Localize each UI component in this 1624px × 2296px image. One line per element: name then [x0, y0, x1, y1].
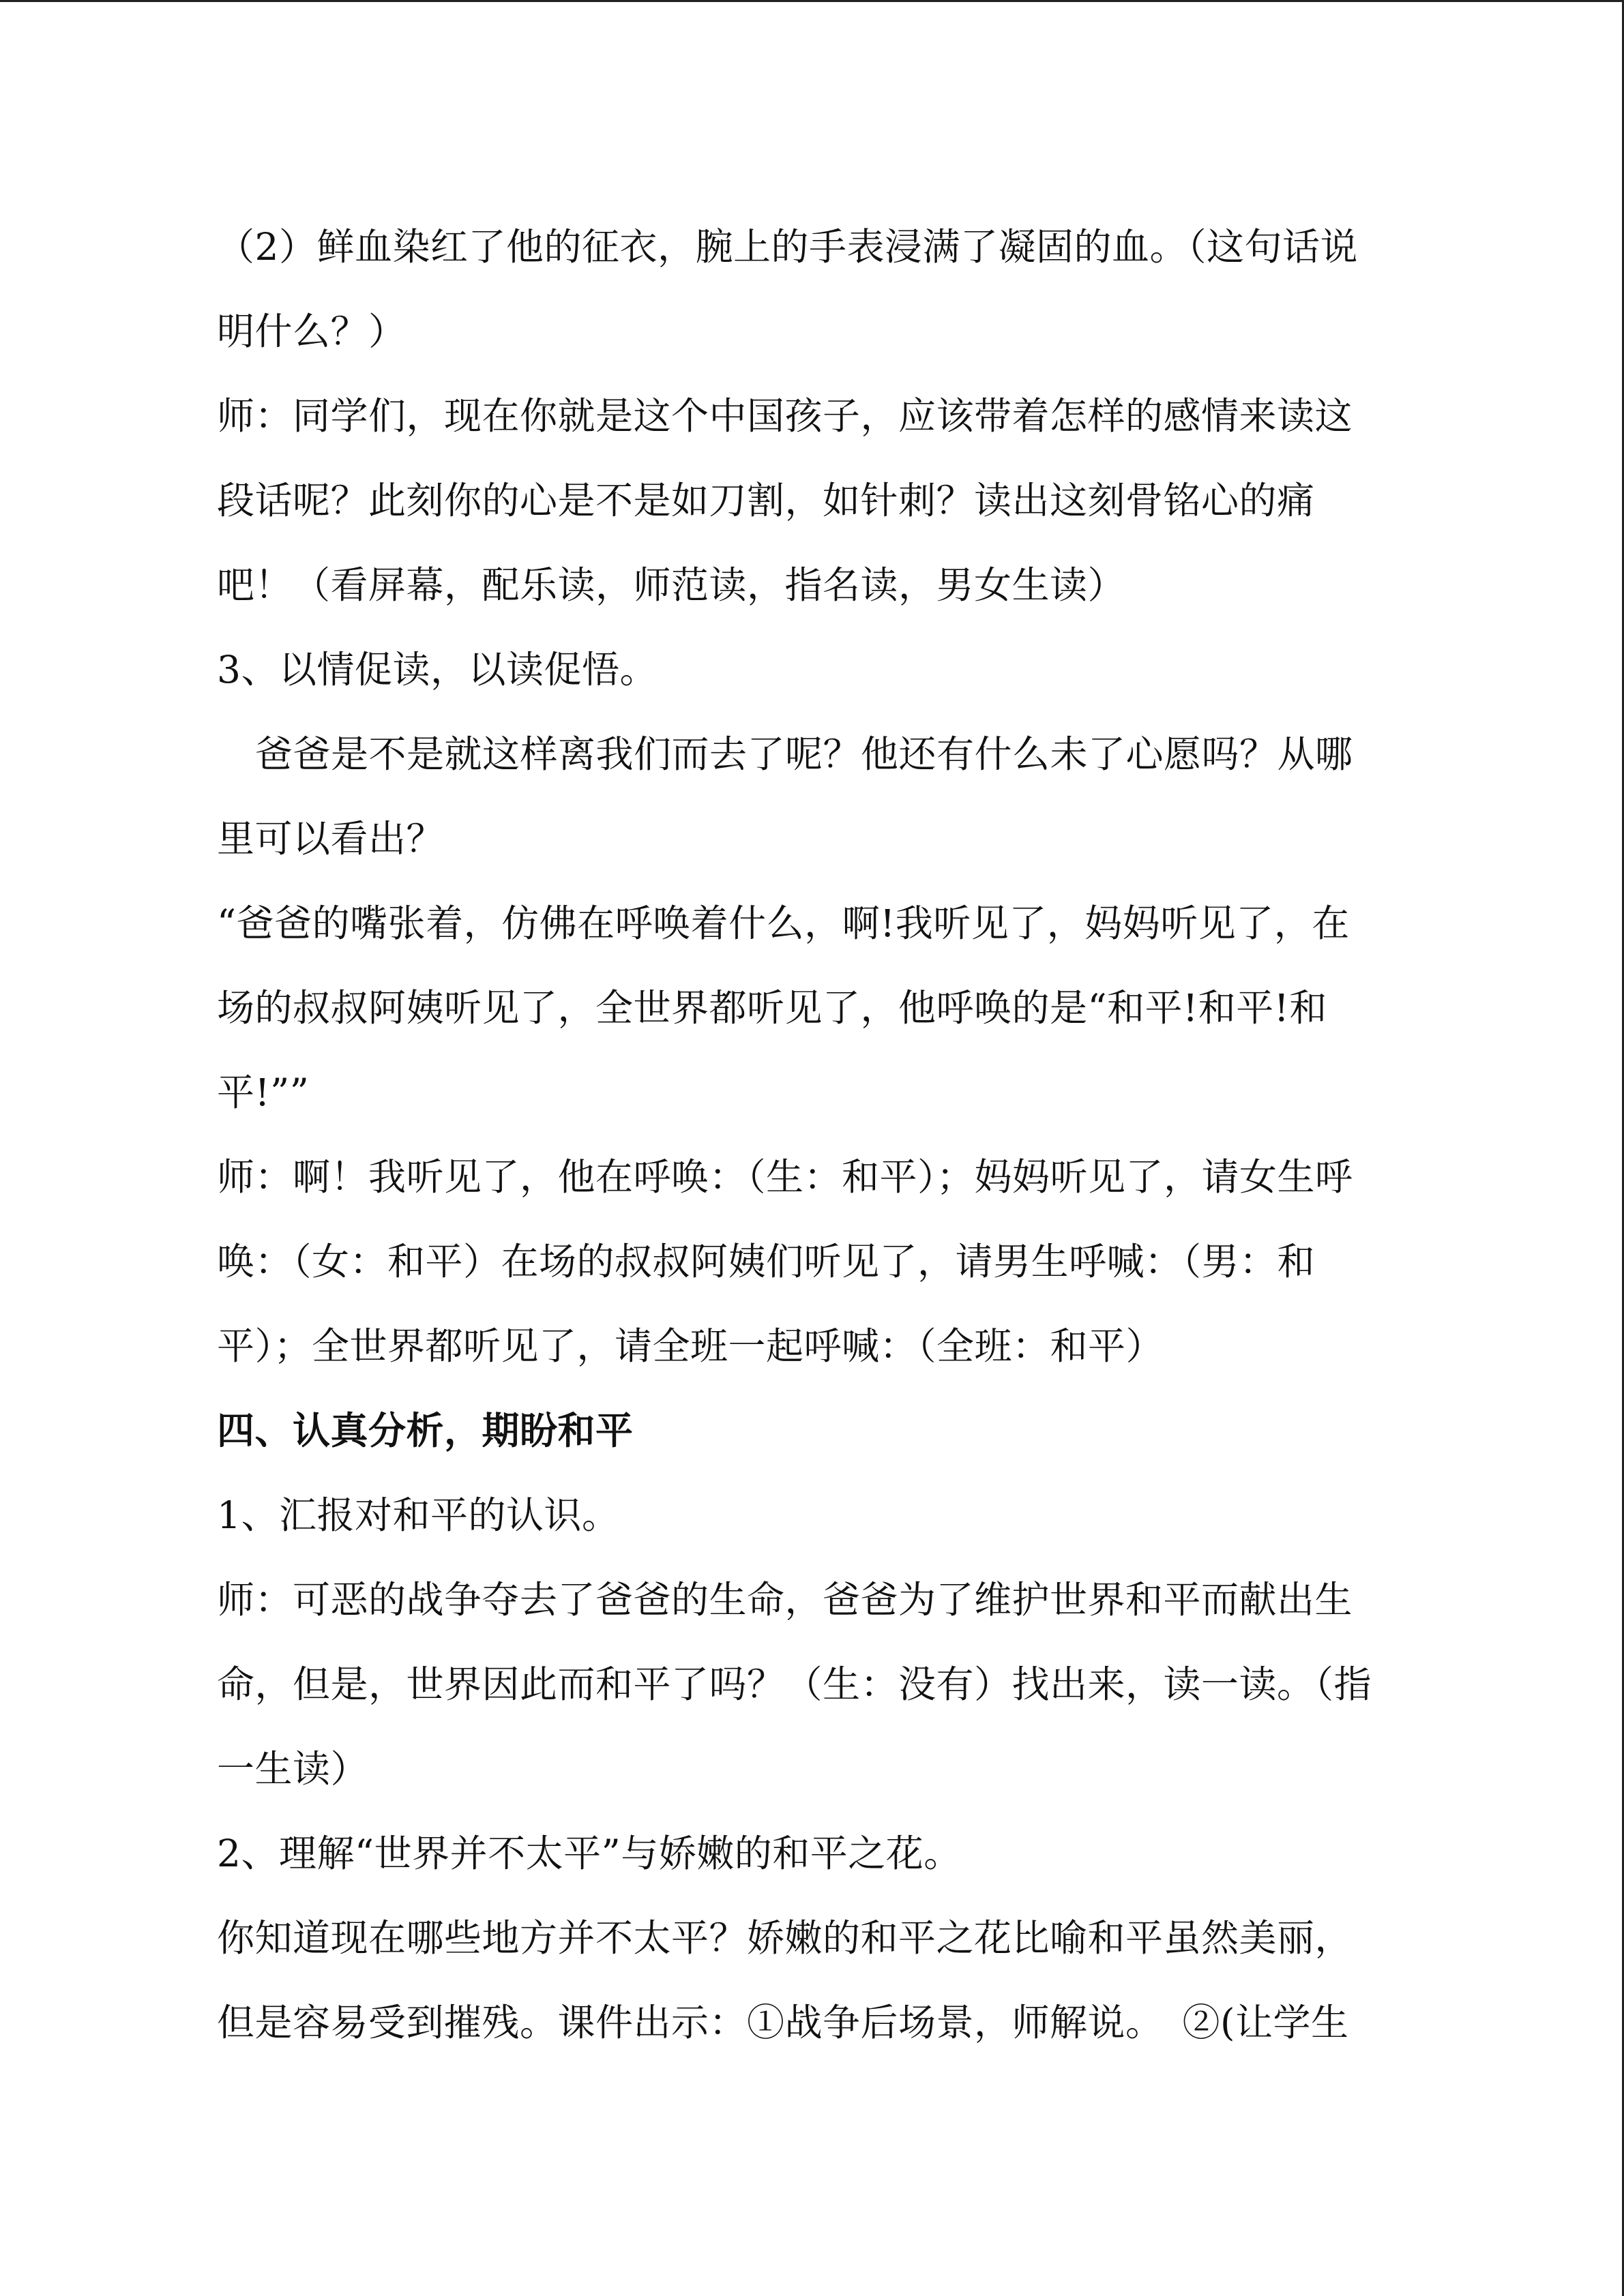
quote-line: 场的叔叔阿姨听见了，全世界都听见了，他呼唤的是“和平!和平!和 — [217, 986, 1327, 1030]
paragraph-line: 明什么？） — [217, 310, 407, 353]
paragraph-line: 2、理解“世界并不太平”与娇嫩的和平之花。 — [217, 1832, 962, 1875]
paragraph-line: 唤：（女：和平）在场的叔叔阿姨们听见了，请男生呼喊：（男：和 — [217, 1240, 1316, 1283]
paragraph-line: 师：啊！我听见了，他在呼唤：（生：和平）；妈妈听见了，请女生呼 — [217, 1155, 1353, 1199]
quote-line: 平!”” — [217, 1071, 310, 1114]
paragraph-line: 3、以情促读，以读促悟。 — [217, 648, 658, 691]
paragraph-line: 师：同学们，现在你就是这个中国孩子，应该带着怎样的感情来读这 — [217, 394, 1353, 438]
document-body — [217, 205, 1390, 2065]
paragraph-line: 平）；全世界都听见了，请全班一起呼喊：（全班：和平） — [217, 1324, 1164, 1368]
paragraph-line: （2）鲜血染红了他的征衣，腕上的手表浸满了凝固的血。（这句话说 — [217, 225, 1358, 269]
paragraph-line: 命，但是，世界因此而和平了吗？（生：没有）找出来，读一读。（指 — [217, 1663, 1372, 1706]
paragraph-line: 一生读） — [217, 1747, 369, 1791]
paragraph-line: 师：可恶的战争夺去了爸爸的生命，爸爸为了维护世界和平而献出生 — [217, 1578, 1353, 1622]
paragraph-line: 里可以看出？ — [217, 817, 445, 861]
paragraph-line: 你知道现在哪些地方并不太平？娇嫩的和平之花比喻和平虽然美丽， — [217, 1916, 1353, 1960]
paragraph-line: 但是容易受到摧残。课件出示：①战争后场景，师解说。 ②(让学生 — [217, 2001, 1349, 2044]
paragraph-line: 1、汇报对和平的认识。 — [217, 1493, 620, 1537]
paragraph-line: 吧！（看屏幕，配乐读，师范读，指名读，男女生读） — [217, 563, 1126, 607]
paragraph-line: 段话呢？此刻你的心是不是如刀割，如针刺？读出这刻骨铭心的痛 — [217, 479, 1315, 522]
paragraph-line: 爸爸是不是就这样离我们而去了呢？他还有什么未了心愿吗？从哪 — [255, 732, 1353, 776]
page-top-edge — [0, 0, 1624, 2]
quote-line: “爸爸的嘴张着，仿佛在呼唤着什么，啊!我听见了，妈妈听见了，在 — [217, 901, 1350, 945]
section-heading: 四、认真分析，期盼和平 — [217, 1408, 634, 1452]
